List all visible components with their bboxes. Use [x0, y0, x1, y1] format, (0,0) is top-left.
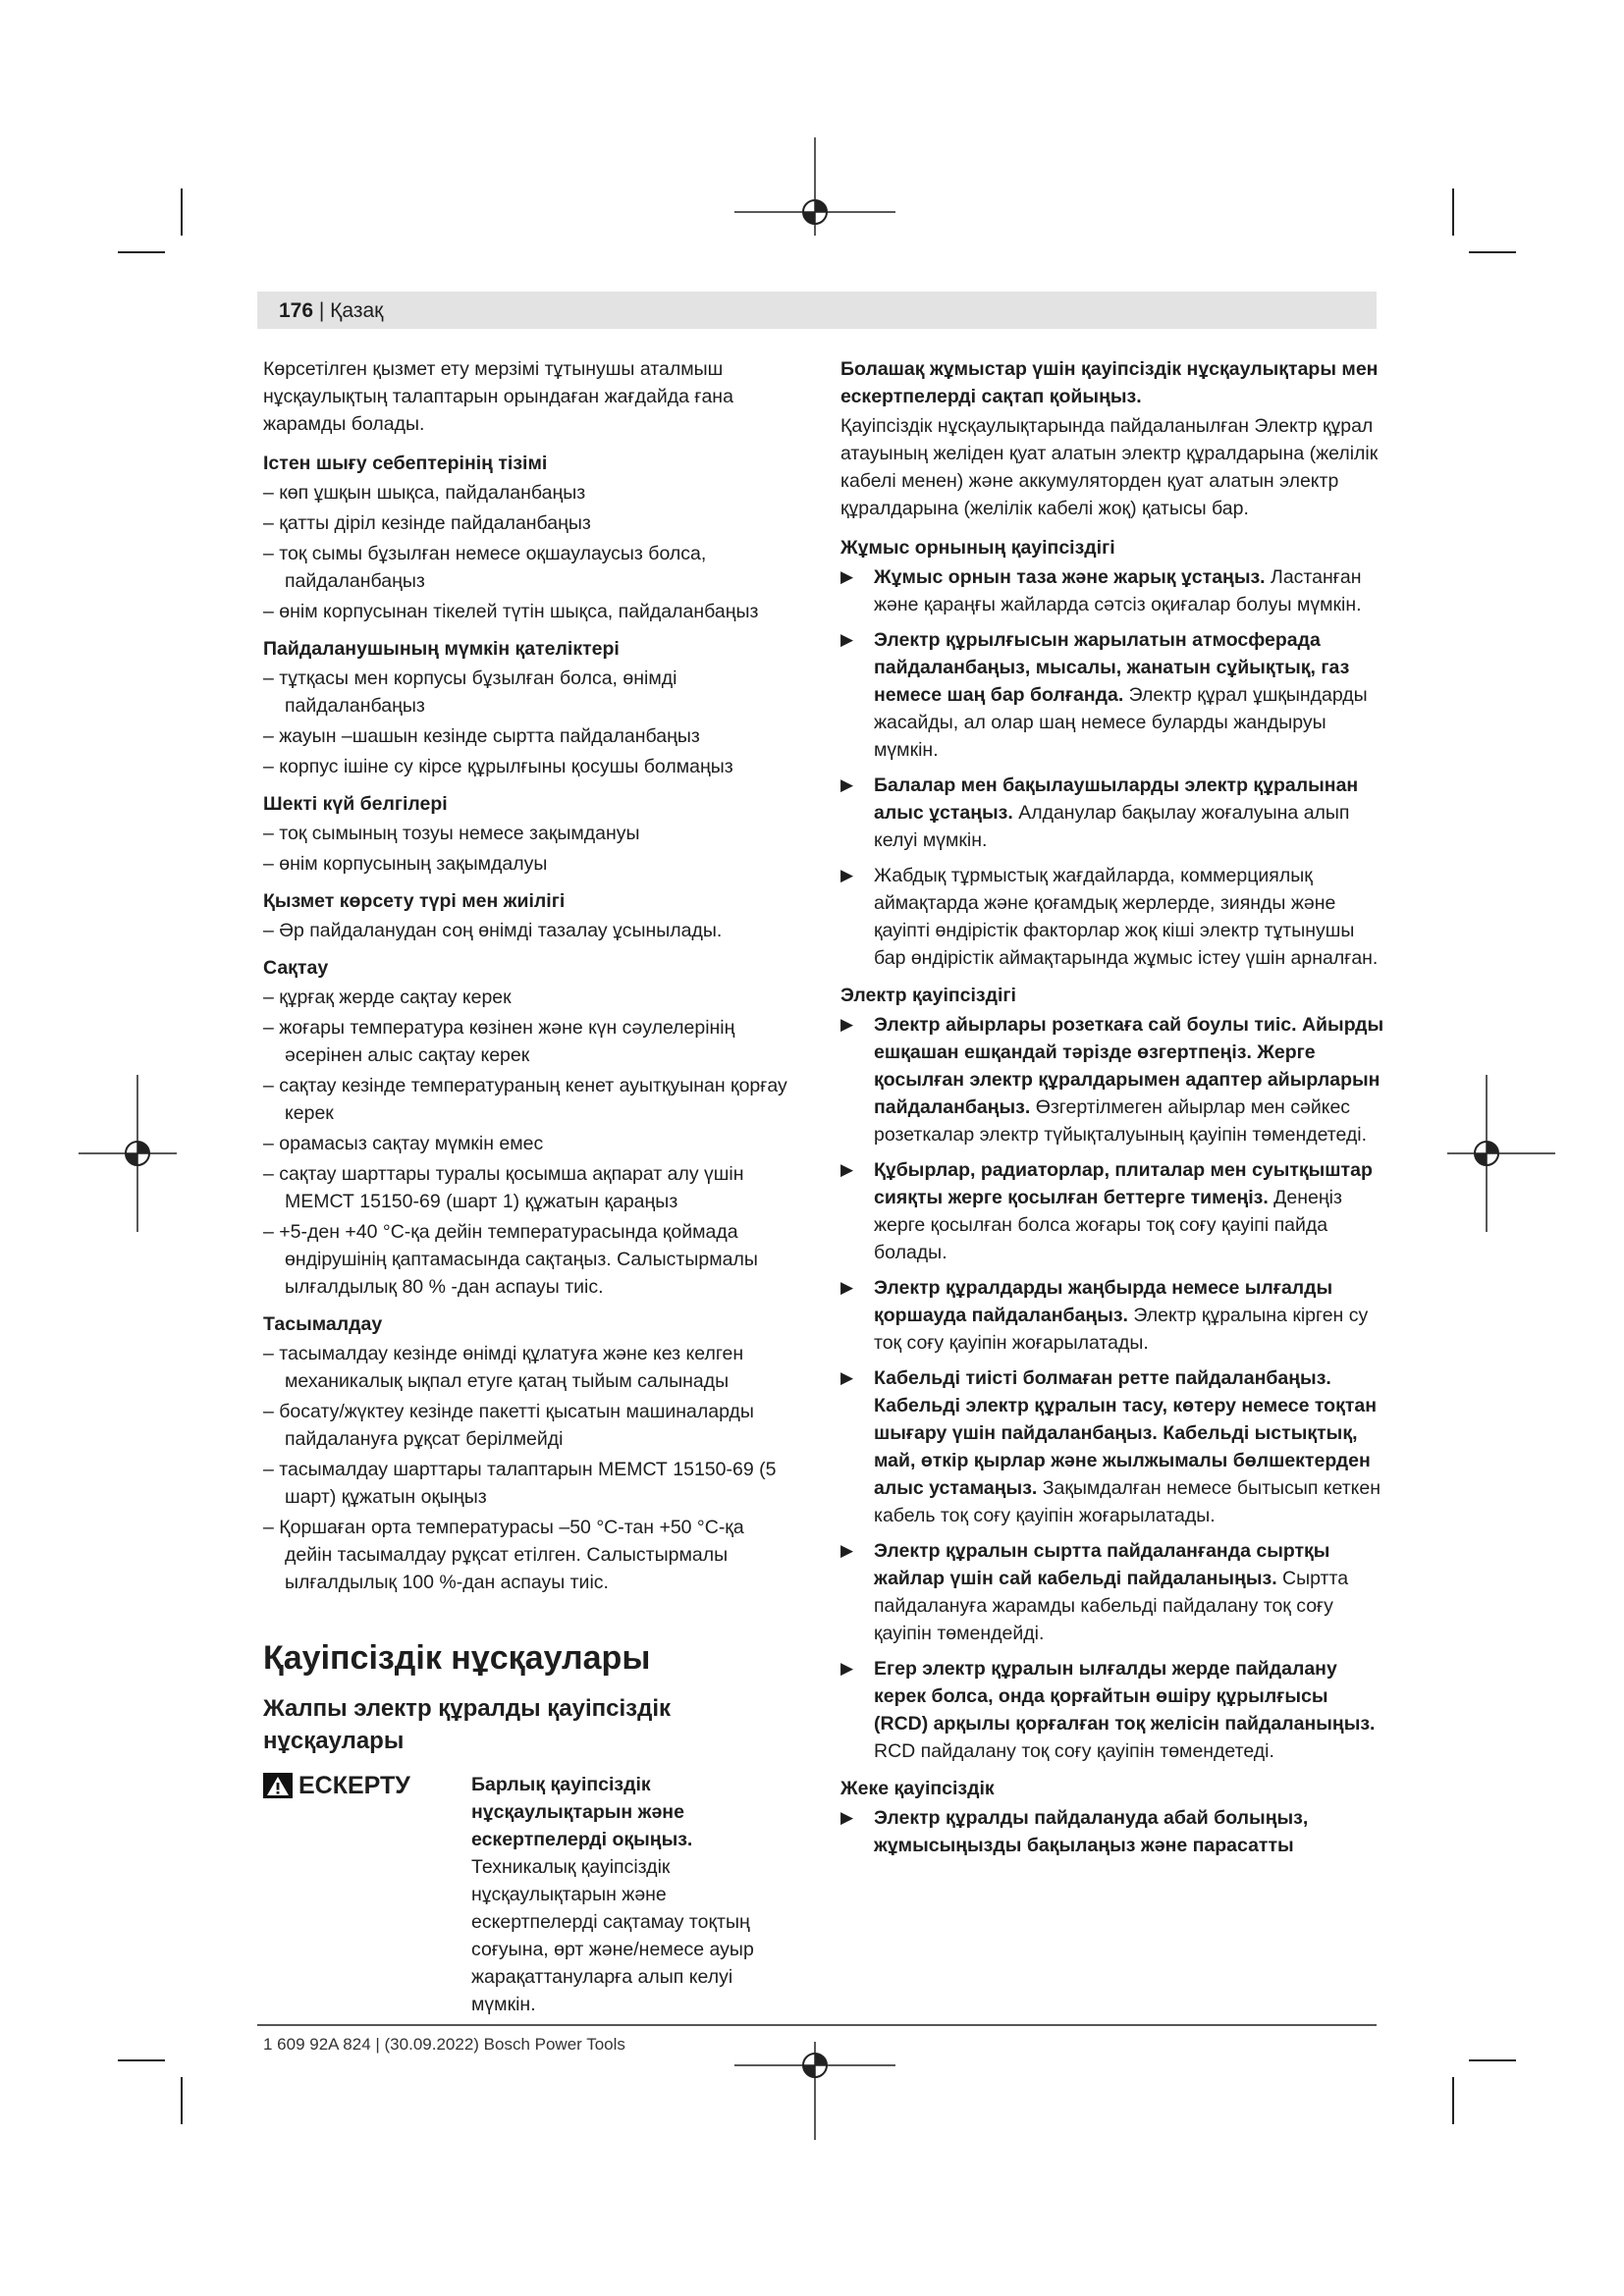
warning-label — [263, 1771, 471, 1800]
footer-rule — [257, 2024, 1377, 2026]
safety-item-bold: Құбырлар, радиаторлар, плиталар мен суытқыштар сияқты жерге қосылған беттерге тимеңіз. — [874, 1159, 1373, 1208]
bullet-arrow-icon: ▶ — [840, 1808, 854, 1827]
list-item: – босату/жүктеу кезінде пакетті қысатын машиналарды пайдалануға рұқсат берілмейді — [263, 1398, 793, 1453]
crop-mark — [1452, 188, 1454, 236]
right-column — [840, 355, 1386, 1867]
list-item: – сақтау кезінде температураның кенет ауытқуынан қорғау керек — [263, 1072, 793, 1127]
header-language: Қазақ — [330, 299, 384, 322]
list-item: – сақтау шарттары туралы қосымша ақпарат алу үшін МЕМСТ 15150-69 (шарт 1) құжатын қараңыз — [263, 1160, 793, 1215]
safety-item — [840, 1011, 1386, 1148]
bullet-arrow-icon: ▶ — [840, 1659, 854, 1678]
safety-item — [840, 563, 1386, 618]
safety-item-text: Өзгертілмеген айырлар мен сәйкес розеткалар электр түйықталуының қауіпін төмендетеді. — [874, 1096, 1368, 1146]
registration-mark-icon — [1447, 1070, 1555, 1237]
list-item: – тасымалдау кезінде өнімді құлатуға және кез келген механикалық ықпал етуге қатаң тыйым салынады — [263, 1340, 793, 1395]
list-item: – Қоршаған орта температурасы –50 °C-тан +50 °C-қа дейін тасымалдау рұқсат етілген. Салыстырмалы ылғалдылық 100 %-дан аспауы тиіс. — [263, 1514, 793, 1596]
bullet-arrow-icon: ▶ — [840, 1368, 854, 1387]
list-item: – тасымалдау шарттары талаптарын МЕМСТ 15150-69 (5 шарт) құжатын оқыңыз — [263, 1456, 793, 1511]
bullet-arrow-icon: ▶ — [840, 1278, 854, 1297]
bullet-arrow-icon: ▶ — [840, 630, 854, 649]
warning-bold: Барлық қауіпсіздік нұсқаулықтарын және ескертпелерді оқыңыз. — [471, 1774, 693, 1850]
safety-item-text: Сыртта пайдалануға жарамды кабельді пайдалану тоқ соғу қауіпін төмендейді. — [874, 1568, 1349, 1644]
keep-title: Болашақ жұмыстар үшін қауіпсіздік нұсқаулықтары мен ескертпелерді сақтап қойыңыз. — [840, 358, 1379, 407]
main-heading: Қауіпсіздік нұсқаулары — [263, 1639, 651, 1677]
section-title: Жұмыс орнының қауіпсіздігі — [840, 537, 1115, 559]
page-header-bar — [257, 292, 1377, 329]
section-title: Сақтау — [263, 957, 329, 979]
warning-label-text: ЕСКЕРТУ — [298, 1772, 410, 1799]
list-item: – көп ұшқын шықса, пайдаланбаңыз — [263, 479, 793, 507]
keep-text: Қауіпсіздік нұсқаулықтарында пайдаланылған Электр құрал атауының желіден қуат алатын электр құралдарына (желілік кабелі менен) және аккумуляторден қуат алатын электр құралдарына (желілік кабелі жоқ) қатысы бар. — [840, 415, 1379, 519]
crop-mark — [1452, 2077, 1454, 2124]
crop-mark — [1469, 2059, 1516, 2061]
section-title: Электр қауіпсіздігі — [840, 985, 1016, 1006]
safety-item-bold: Кабельді тиісті болмаған ретте пайдаланбаңыз. Кабельді электр құралын тасу, көтеру немесе тоқтан шығару үшін пайдаланбаңыз. Кабельді ыстықтық, май, өткір қырлар және жылжымалы бөлшектерден алыс устамаңыз. — [874, 1367, 1378, 1499]
safety-item-bold: Электр құралын сыртта пайдаланғанда сыртқы жайлар үшін сай кабельді пайдаланыңыз. — [874, 1540, 1330, 1589]
section-title: Істен шығу себептерінің тізімі — [263, 453, 548, 474]
bullet-arrow-icon: ▶ — [840, 1160, 854, 1179]
list-item: – орамасыз сақтау мүмкін емес — [263, 1130, 793, 1157]
warning-text: Техникалық қауіпсіздік нұсқаулықтарын және ескертпелерді сақтамау тоқтың соғуына, өрт және/немесе ауыр жарақаттануларға алып келуі мүмкін. — [471, 1856, 754, 2015]
page-number: 176 — [279, 299, 314, 322]
list-item: – корпус ішіне су кірсе құрылғыны қосушы болмаңыз — [263, 753, 793, 780]
safety-item-text: Зақымдалған немесе бытысып кеткен кабель тоқ соғу қауіпін жоғарылатады. — [874, 1477, 1381, 1526]
section-title: Пайдаланушының мүмкін қателіктері — [263, 638, 620, 660]
safety-item-text: Денеңіз жерге қосылған болса жоғары тоқ соғу қауіпі пайда болады. — [874, 1187, 1342, 1263]
sub-heading: Жалпы электр құралды қауіпсіздік нұсқаулары — [263, 1695, 672, 1754]
list-item: – өнім корпусынан тікелей түтін шықса, пайдаланбаңыз — [263, 598, 793, 625]
crop-mark — [181, 2077, 183, 2124]
bullet-arrow-icon: ▶ — [840, 775, 854, 794]
list-item: – тоқ сымының тозуы немесе зақымдануы — [263, 820, 793, 847]
crop-mark — [181, 188, 183, 236]
list-item: – +5-ден +40 °C-қа дейін температурасында қоймада өндірушінің қаптамасында сақтаңыз. Салыстырмалы ылғалдылық 80 % -дан аспауы тиіс. — [263, 1218, 793, 1301]
safety-item-bold: Электр құралды пайдалануда абай болыңыз, жұмысыңызды бақылаңыз және парасатты — [874, 1807, 1309, 1856]
list-item: – өнім корпусының зақымдалуы — [263, 850, 793, 878]
safety-item — [840, 1804, 1386, 1859]
registration-mark-icon — [727, 137, 903, 236]
right-sections — [840, 534, 1386, 1859]
section-title: Қызмет көрсету түрі мен жиілігі — [263, 890, 566, 912]
warning-block — [263, 1771, 793, 2018]
section-title: Шекті күй белгілері — [263, 793, 448, 815]
safety-item-bold: Электр құрылғысын жарылатын атмосферада пайдаланбаңыз, мысалы, жанатын сұйықтық, газ немесе шаң бар болғанда. — [874, 629, 1350, 706]
safety-item-bold: Электр айырлары розеткаға сай боулы тиіс. Айырды ешқашан ешқандай тәрізде өзгертпеңіз. Жерге қосылған электр құралдарымен адаптер айырларын пайдаланбаңыз. — [874, 1014, 1384, 1118]
safety-item — [840, 1156, 1386, 1266]
registration-mark-icon — [727, 2042, 903, 2140]
list-item: – құрғақ жерде сақтау керек — [263, 984, 793, 1011]
section-title: Жеке қауіпсіздік — [840, 1778, 995, 1799]
warning-bold-text — [471, 1771, 793, 2018]
bullet-arrow-icon: ▶ — [840, 1541, 854, 1560]
registration-mark-icon — [79, 1070, 177, 1237]
left-column — [263, 355, 793, 2018]
list-item: – жоғары температура көзінен және күн сәулелерінің әсерінен алыс сақтау керек — [263, 1014, 793, 1069]
list-item: – тоқ сымы бұзылған немесе оқшаулаусыз болса, пайдаланбаңыз — [263, 540, 793, 595]
safety-item-bold: Егер электр құралын ылғалды жерде пайдалану керек болса, онда қорғайтын өшіру құрылғысы (RCD) арқылы қорғалған тоқ желісін пайдаланыңыз. — [874, 1658, 1376, 1735]
page-header — [279, 298, 383, 324]
footer-text: 1 609 92A 824 | (30.09.2022) Bosch Power Tools — [263, 2035, 625, 2054]
crop-mark — [118, 251, 165, 253]
safety-item-text: Электр құрал ұшқындарды жасайды, ал олар шаң немесе буларды жандыруы мүмкін. — [874, 684, 1368, 761]
safety-item — [840, 626, 1386, 764]
header-separator: | — [313, 299, 331, 322]
safety-item — [840, 1274, 1386, 1357]
crop-mark — [1469, 251, 1516, 253]
safety-item-text: RCD пайдалану тоқ соғу қауіпін төмендетеді. — [874, 1740, 1274, 1762]
safety-item — [840, 1537, 1386, 1647]
safety-item-bold: Электр құралдарды жаңбырда немесе ылғалды қоршауда пайдаланбаңыз. — [874, 1277, 1333, 1326]
bullet-arrow-icon: ▶ — [840, 1015, 854, 1034]
safety-item — [840, 862, 1386, 972]
safety-item — [840, 1364, 1386, 1529]
safety-item-bold: Жұмыс орнын таза және жарық ұстаңыз. — [874, 566, 1266, 588]
list-item: – қатты діріл кезінде пайдаланбаңыз — [263, 509, 793, 537]
crop-mark — [118, 2059, 165, 2061]
safety-item-text: Алданулар бақылау жоғалуына алып келуі мүмкін. — [874, 802, 1350, 851]
list-item: – тұтқасы мен корпусы бұзылған болса, өнімді пайдаланбаңыз — [263, 665, 793, 720]
safety-item-bold: Балалар мен бақылаушыларды электр құралынан алыс ұстаңыз. — [874, 774, 1359, 824]
safety-item-text: Жабдық тұрмыстық жағдайларда, коммерциялық аймақтарда және қоғамдық жерлерде, зиянды және қауіпті өндірістік факторлар жоқ кіші электр тұтынушы бар өндірістік аймақтарында жұмыс істеу үшін арналған. — [874, 865, 1379, 969]
safety-item — [840, 1655, 1386, 1765]
list-item: – Әр пайдаланудан соң өнімді тазалау ұсынылады. — [263, 917, 793, 944]
list-item: – жауын –шашын кезінде сыртта пайдаланбаңыз — [263, 722, 793, 750]
warning-triangle-icon — [263, 1773, 293, 1798]
safety-item-text: Электр құралына кірген су тоқ соғу қауіпін жоғарылатады. — [874, 1305, 1369, 1354]
left-sections — [263, 450, 793, 1596]
safety-item — [840, 772, 1386, 854]
bullet-arrow-icon: ▶ — [840, 567, 854, 586]
bullet-arrow-icon: ▶ — [840, 866, 854, 884]
safety-item-text: Ластанған және қараңғы жайларда сәтсіз оқиғалар болуы мүмкін. — [874, 566, 1362, 615]
section-title: Тасымалдау — [263, 1313, 383, 1335]
intro-paragraph: Көрсетілген қызмет ету мерзімі тұтынушы аталмыш нұсқаулықтың талаптарын орындаған жағдайда ғана жарамды болады. — [263, 358, 733, 435]
